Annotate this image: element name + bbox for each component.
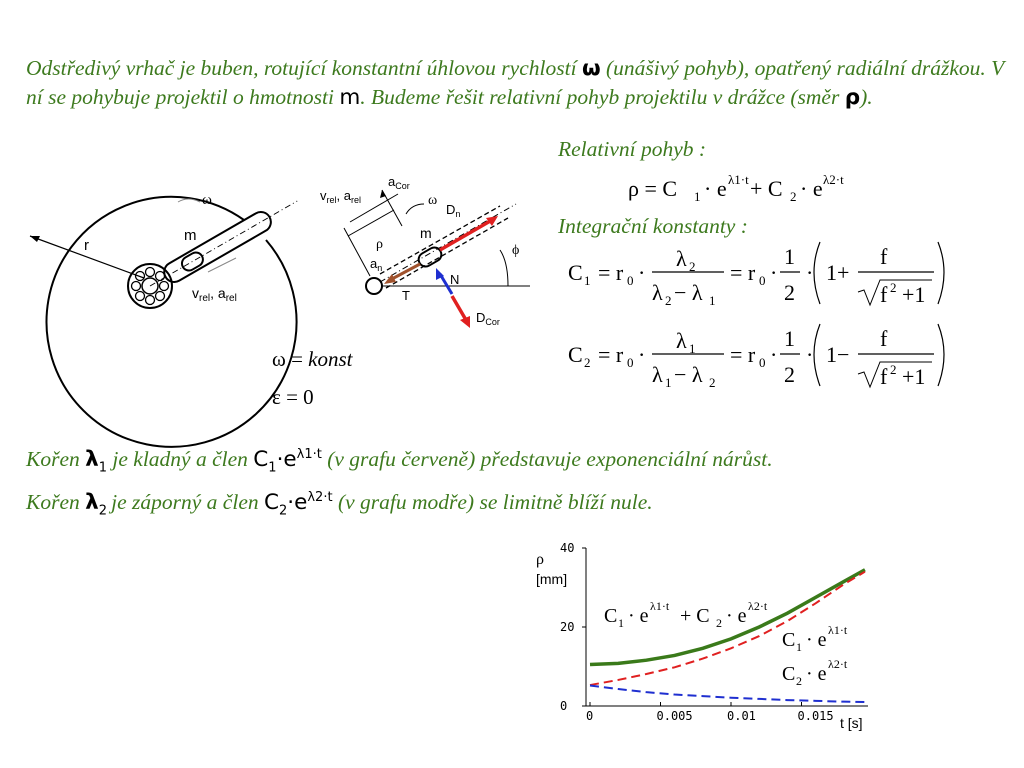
chart-yunit: [mm] [536,571,568,587]
intro-text-3: . Budeme řešit relativní pohyb projektilu v drážce (směr [360,85,845,109]
n-label: N [450,272,460,287]
svg-text:C: C [604,605,618,627]
svg-text:· e: · e [800,176,823,201]
svg-text:λ1·t: λ1·t [828,623,848,637]
omega-symbol: ω [581,56,601,81]
relative-motion-formula [628,172,844,204]
svg-text:1: 1 [665,375,672,390]
chart-ylabel: ρ [536,551,544,568]
svg-text:·: · [770,342,778,367]
root2-line: Kořen $\lambda_2$ je záporný a člen $C_2\cdot e^{\lambda 2\cdot t}$ (v grafu modře) se limitně blíží nule. [26,490,653,519]
svg-text:1: 1 [584,273,591,288]
svg-text:C: C [568,260,583,285]
y-tick-label: 0 [560,699,568,713]
svg-text:C: C [568,342,583,367]
detail-acor-label: $a_{Cor}$ [388,174,410,191]
svg-text:· e: · e [806,629,827,651]
detail-m-label: m [420,225,432,241]
svg-text:f: f [880,244,888,269]
svg-text:2: 2 [890,362,897,377]
dn-label: $D_n$ [446,202,461,219]
omega-condition-lhs: ω [272,347,286,371]
legend-c2 [782,657,848,688]
svg-text:·: · [638,342,646,367]
svg-text:2: 2 [689,259,696,274]
roots-paragraph [26,440,1016,527]
svg-text:+1: +1 [902,282,926,307]
svg-text:· e: · e [806,663,827,685]
y-tick-label: 40 [560,541,575,555]
drum-diagram [18,160,308,420]
rho-time-chart [530,540,890,740]
svg-text:λ1·t: λ1·t [728,172,749,187]
c1-formula [568,242,944,308]
svg-text:2: 2 [796,674,802,688]
legend-c1 [782,623,848,654]
svg-text:1: 1 [689,341,696,356]
svg-text:·: · [638,260,646,285]
epsilon-condition-rhs: 0 [303,385,314,409]
svg-text:ω = konst: ω = konst [272,347,353,371]
x-tick-label: 0.005 [656,709,693,723]
detail-hub [366,278,382,294]
svg-text:f: f [880,364,888,389]
x-tick-label: 0.015 [797,709,834,723]
svg-text:0: 0 [627,273,634,288]
svg-text:1−: 1− [826,342,850,367]
series-line-c2 [590,685,865,702]
dcor-arrow [452,296,466,320]
svg-text:·: · [770,260,778,285]
epsilon-condition-lhs: ε [272,385,281,409]
intro-text-1: Odstředivý vrhač je buben, rotující konstantní úhlovou rychlostí [26,56,582,80]
svg-text:2: 2 [709,375,716,390]
svg-text:2: 2 [584,355,591,370]
detail-rho-label: ρ [376,237,383,252]
svg-text:1+: 1+ [826,260,850,285]
detail-omega-label: ω [428,193,438,208]
rho-symbol: ρ [844,85,861,110]
svg-text:1: 1 [694,189,701,204]
svg-text:1: 1 [784,244,795,269]
svg-text:C: C [782,629,796,651]
svg-text:ε = 0: ε = 0 [272,385,314,409]
root1-line: Kořen $\lambda_1$ je kladný a člen $C_1\cdot e^{\lambda 1\cdot t}$ (v grafu červeně) představuje exponenciální nárůst. [26,447,773,476]
chart-xlabel: t [s] [840,715,863,731]
svg-text:2: 2 [784,362,795,387]
svg-text:f: f [880,282,888,307]
svg-text:1: 1 [618,616,624,630]
omega-condition-rhs: konst [308,347,353,371]
svg-text:· e: · e [726,605,747,627]
svg-text:·: · [806,342,814,367]
svg-text:= r: = r [730,260,756,285]
intro-text-4: ). [860,85,873,109]
radius-label: r [84,237,89,254]
svg-text:0: 0 [759,273,766,288]
svg-text:+ C: + C [680,605,710,627]
t-label: T [402,288,410,303]
svg-text:0: 0 [627,355,634,370]
svg-text:+1: +1 [902,364,926,389]
y-tick-label: 20 [560,620,575,634]
detail-diagram [320,170,540,340]
phi-label: ϕ [512,243,520,258]
svg-text:f: f [880,326,888,351]
svg-text:λ2·t: λ2·t [748,599,768,613]
svg-text:− λ: − λ [674,362,703,387]
conditions [272,342,392,412]
svg-text:+ C: + C [750,176,783,201]
svg-text:1: 1 [709,293,716,308]
svg-text:λ2·t: λ2·t [823,172,844,187]
svg-text:= r: = r [598,260,624,285]
svg-text:· e: · e [704,176,727,201]
svg-text:= r: = r [598,342,624,367]
an-label: $a_n$ [370,256,383,273]
svg-text:C: C [782,663,796,685]
svg-text:1: 1 [796,640,802,654]
svg-text:2: 2 [890,280,897,295]
svg-text:2: 2 [790,189,797,204]
svg-text:λ: λ [676,246,687,271]
detail-vrel-label: $v_{rel}$, $a_{rel}$ [320,188,361,205]
relative-motion-title: Relativní pohyb : [558,137,707,161]
svg-text:λ: λ [676,328,687,353]
svg-text:2: 2 [665,293,672,308]
svg-text:· e: · e [628,605,649,627]
svg-text:= r: = r [730,342,756,367]
svg-text:0: 0 [759,355,766,370]
legend-sum [604,599,768,630]
x-tick-label: 0.01 [727,709,756,723]
c2-formula [568,324,944,390]
svg-text:1: 1 [784,326,795,351]
svg-text:λ1·t: λ1·t [650,599,670,613]
svg-text:λ2·t: λ2·t [828,657,848,671]
omega-label: ω [202,192,212,208]
intro-text-2: (unášivý pohyb), opatřený radiální drážkou. V ní se pohybuje projektil o hmotnosti [26,56,1004,109]
mass-symbol: m [339,85,361,110]
svg-text:λ: λ [652,280,663,305]
integration-constants-title: Integrační konstanty : [558,214,748,238]
svg-text:·: · [806,260,814,285]
dcor-label: $D_{Cor}$ [476,310,500,327]
mass-label: m [184,227,197,244]
svg-text:2: 2 [784,280,795,305]
svg-text:λ: λ [652,362,663,387]
svg-text:ρ = C: ρ = C [628,176,678,201]
vrel-arel-label: $v_{rel}$, $a_{rel}$ [192,285,237,304]
svg-text:− λ: − λ [674,280,703,305]
dn-arrow [440,220,492,250]
x-tick-label: 0 [586,709,594,723]
svg-text:2: 2 [716,616,722,630]
